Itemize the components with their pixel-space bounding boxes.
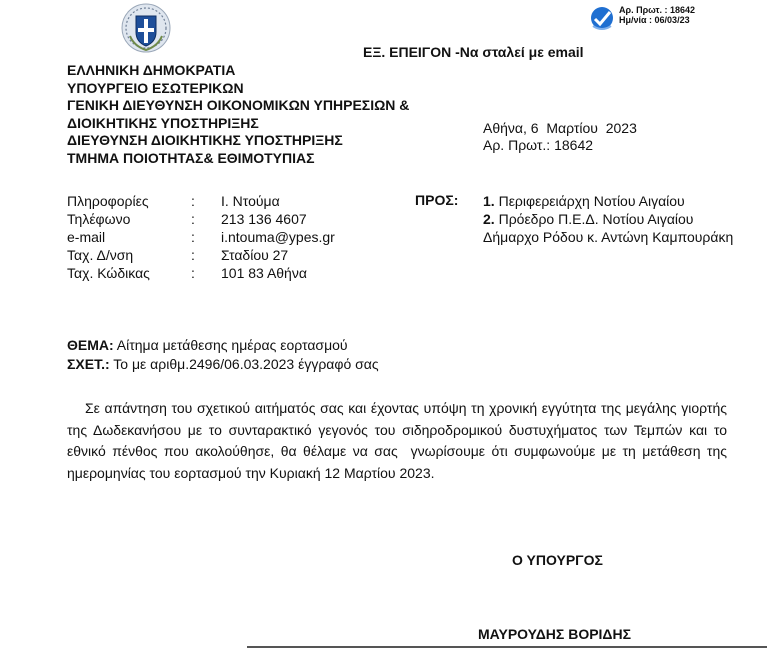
recipient-text: Δήμαρχο Ρόδου κ. Αντώνη Καμπουράκη (483, 229, 734, 245)
recipient-item (483, 228, 733, 246)
recipient-item (483, 210, 733, 228)
recipient-number: 1. (483, 193, 495, 209)
info-sep: : (191, 229, 195, 245)
info-value: Σταδίου 27 (221, 247, 289, 263)
info-row (67, 264, 335, 282)
info-value: Ι. Ντούμα (221, 193, 280, 209)
reference-label: ΣΧΕΤ.: (67, 356, 110, 372)
issuer-header (67, 62, 409, 167)
info-sep: : (191, 247, 195, 263)
info-sep: : (191, 265, 195, 281)
info-key: e-mail (67, 229, 106, 245)
info-row (67, 210, 335, 228)
info-row (67, 192, 335, 210)
info-key: Ταχ. Δ/νση (67, 247, 134, 263)
reference-text: Το με αριθμ.2496/06.03.2023 έγγραφό σας (109, 356, 379, 372)
info-key: Ταχ. Κώδικας (67, 265, 150, 281)
subject-block (67, 336, 379, 374)
header-line: ΤΜΗΜΑ ΠΟΙΟΤΗΤΑΣ& ΕΘΙΜΟΤΥΠΙΑΣ (67, 149, 315, 166)
info-key: Τηλέφωνο (67, 211, 131, 227)
info-sep: : (191, 211, 195, 227)
recipient-number: 2. (483, 211, 495, 227)
info-row (67, 246, 335, 264)
header-line: ΔΙΕΥΘΥΝΣΗ ΔΙΟΙΚΗΤΙΚΗΣ ΥΠΟΣΤΗΡΙΞΗΣ (67, 132, 343, 148)
subject-line (67, 336, 379, 355)
stamp-protocol: Αρ. Πρωτ. : 18642 (619, 5, 696, 15)
info-key: Πληροφορίες (67, 193, 149, 209)
info-value: 213 136 4607 (221, 211, 307, 227)
letter-body (67, 398, 731, 484)
registry-stamp-icon (589, 4, 615, 32)
recipients-label: ΠΡΟΣ: (415, 192, 459, 208)
registry-stamp (589, 4, 695, 32)
coat-of-arms-icon (120, 2, 172, 54)
header-line: ΔΙΟΙΚΗΤΙΚΗΣ ΥΠΟΣΤΗΡΙΞΗΣ (67, 114, 259, 131)
place-date-block (483, 120, 637, 154)
recipient-text: Πρόεδρο Π.Ε.Δ. Νοτίου Αιγαίου (494, 211, 694, 227)
info-row (67, 228, 335, 246)
info-value: 101 83 Αθήνα (221, 265, 307, 281)
contact-info (67, 192, 335, 282)
body-paragraph: Σε απάντηση του σχετικού αιτήματός σας και έχοντας υπόψη τη χρονική εγγύτητα της μεγάλης γιορτής της Δωδεκανήσου με το συνταρακτικό γεγονός του σιδηροδρομικού δυστυχήματος των Τεμπών και το εθνικό πένθος που ακολούθησε, θα θέλαμε να σας γνωρίσουμε ότι συμφωνούμε με τη μετάθεση της ημερομηνίας του εορτασμού την Κυριακή 12 Μαρτίου 2023. (67, 400, 731, 481)
header-line: ΕΛΛΗΝΙΚΗ ΔΗΜΟΚΡΑΤΙΑ (67, 62, 236, 78)
header-line: ΓΕΝΙΚΗ ΔΙΕΥΘΥΝΣΗ ΟΙΚΟΝΟΜΙΚΩΝ ΥΠΗΡΕΣΙΩΝ & (67, 97, 410, 113)
recipients-list (483, 192, 733, 246)
subject-text: Αίτημα μετάθεσης ημέρας εορτασμού (113, 337, 348, 353)
subject-label: ΘΕΜΑ: (67, 337, 114, 353)
bottom-divider (247, 646, 767, 648)
protocol-number: Αρ. Πρωτ.: 18642 (483, 137, 594, 153)
place-date: Αθήνα, 6 Μαρτίου 2023 (483, 120, 637, 136)
info-sep: : (191, 193, 195, 209)
stamp-date: Ημ/νία : 06/03/23 (619, 15, 690, 25)
recipient-text: Περιφερειάρχη Νοτίου Αιγαίου (494, 193, 685, 209)
info-value: i.ntouma@ypes.gr (221, 229, 335, 245)
signatory-title: Ο ΥΠΟΥΡΓΟΣ (512, 552, 603, 568)
reference-line (67, 355, 379, 374)
urgency-note: ΕΞ. ΕΠΕΙΓΟΝ -Να σταλεί με email (363, 44, 584, 60)
header-line: ΥΠΟΥΡΓΕΙΟ ΕΣΩΤΕΡΙΚΩΝ (67, 79, 244, 96)
signatory-name: ΜΑΥΡΟΥΔΗΣ ΒΟΡΙΔΗΣ (478, 626, 632, 642)
recipient-item (483, 192, 733, 210)
